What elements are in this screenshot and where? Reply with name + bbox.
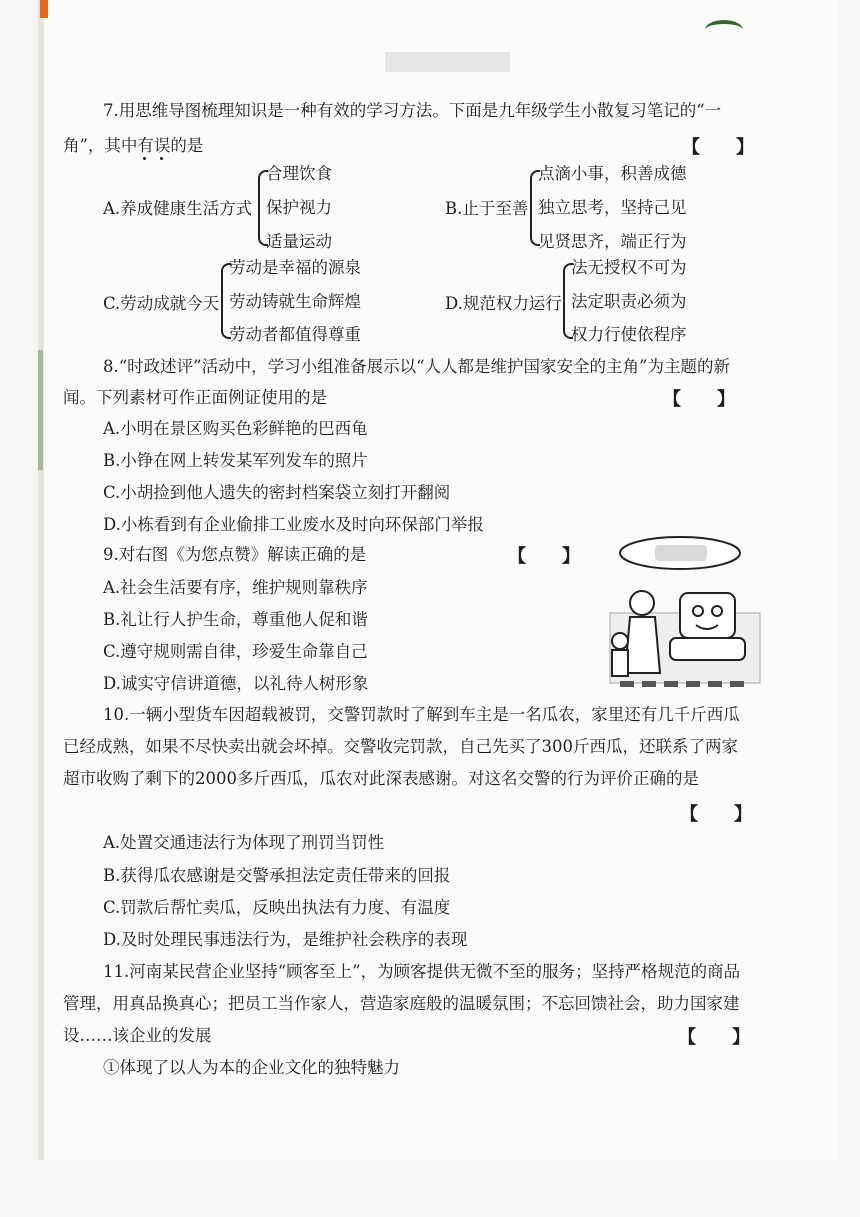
q7-option-c-head: C.劳动成就今天: [103, 294, 220, 313]
q8-stem-line-2: 闻。下列素材可作正面例证使用的是: [63, 388, 327, 407]
q11-stem-line-1: 11.河南某民营企业坚持“顾客至上”，为顾客提供无微不至的服务；坚持严格规范的商品: [103, 962, 741, 981]
q7-c-item: 劳动者都值得尊重: [229, 325, 361, 344]
emphasis-dot: [143, 157, 146, 160]
q11-item-1: ①体现了以人为本的企业文化的独特魅力: [103, 1058, 400, 1077]
faded-header-band: [385, 52, 510, 72]
woman-body: [625, 617, 660, 673]
emphasis-dot: [160, 157, 163, 160]
q7-stem-line-1: 7.用思维导图梳理知识是一种有效的学习方法。下面是九年级学生小散复习笔记的“一: [103, 101, 722, 120]
leaf-decoration: [705, 20, 743, 40]
q8-option: D.小栋看到有企业偷排工业废水及时向环保部门举报: [103, 515, 484, 534]
q8-option: A.小明在景区购买色彩鲜艳的巴西龟: [103, 419, 368, 438]
car-bumper: [670, 638, 745, 660]
q9-option: D.诚实守信讲道德，以礼待人树形象: [103, 674, 369, 693]
q7-a-item: 合理饮食: [266, 164, 332, 183]
q8-stem-line-1: 8.“时政述评”活动中，学习小组准备展示以“人人都是维护国家安全的主角”为主题的新: [103, 357, 730, 376]
q7-option-a-head: A.养成健康生活方式: [103, 199, 253, 218]
q9-answer-bracket: 【 】: [508, 546, 580, 567]
q7-d-item: 权力行使依程序: [571, 325, 687, 344]
page-edge-tint: [38, 350, 43, 470]
q7-answer-bracket: 【 】: [682, 137, 754, 158]
q9-option: C.遵守规则需自律，珍爱生命靠自己: [103, 642, 368, 661]
q10-option: A.处置交通违法行为体现了刑罚当罚性: [103, 833, 385, 852]
q8-answer-bracket: 【 】: [663, 389, 735, 410]
bubble-caption-box: [655, 545, 707, 561]
q10-option: D.及时处理民事违法行为，是维护社会秩序的表现: [103, 930, 468, 949]
q11-stem-line-3: 设……该企业的发展: [63, 1026, 212, 1045]
woman-head: [630, 591, 654, 615]
q9-option: A.社会生活要有序，维护规则靠秩序: [103, 578, 368, 597]
q7-b-item: 独立思考，坚持己见: [538, 198, 687, 217]
child-head: [612, 633, 628, 649]
q10-answer-bracket: 【 】: [680, 804, 752, 825]
q7-stem-line-2: 角”，其中有误的是: [63, 136, 204, 155]
book-spine-shadow: [38, 0, 44, 1160]
q7-c-item: 劳动是幸福的源泉: [229, 258, 361, 277]
q10-option: C.罚款后帮忙卖瓜，反映出执法有力度、有温度: [103, 898, 451, 917]
q9-stem: 9.对右图《为您点赞》解读正确的是: [103, 545, 367, 564]
q10-option: B.获得瓜农感谢是交警承担法定责任带来的回报: [103, 866, 451, 885]
q7-b-item: 点滴小事，积善成德: [538, 164, 687, 183]
q7-d-item: 法定职责必须为: [571, 292, 687, 311]
page-edge-marker: [40, 0, 48, 18]
q7-option-b-head: B.止于至善: [445, 199, 529, 218]
q7-c-item: 劳动铸就生命辉煌: [229, 292, 361, 311]
q7-a-item: 适量运动: [266, 232, 332, 251]
q7-option-d-head: D.规范权力运行: [445, 294, 562, 313]
car-body: [680, 593, 735, 638]
q11-answer-bracket: 【 】: [678, 1027, 750, 1048]
q10-stem-line-2: 已经成熟，如果不尽快卖出就会坏掉。交警收完罚款，自己先买了300斤西瓜，还联系了两家: [63, 737, 738, 756]
q7-a-item: 保护视力: [266, 198, 332, 217]
q7-d-item: 法无授权不可为: [571, 258, 687, 277]
q8-option: C.小胡捡到他人遗失的密封档案袋立刻打开翻阅: [103, 483, 451, 502]
q11-stem-line-2: 管理，用真品换真心；把员工当作家人，营造家庭般的温暖氛围；不忘回馈社会，助力国家建: [63, 994, 740, 1013]
traffic-cartoon-illustration: [600, 533, 770, 693]
q7-b-item: 见贤思齐，端正行为: [538, 232, 687, 251]
q10-stem-line-3: 超市收购了剩下的2000多斤西瓜，瓜农对此深表感谢。对这名交警的行为评价正确的是: [63, 769, 699, 788]
q8-option: B.小铮在网上转发某军列发车的照片: [103, 451, 368, 470]
q9-option: B.礼让行人护生命，尊重他人促和谐: [103, 610, 368, 629]
child-body: [612, 650, 628, 676]
q10-stem-line-1: 10.一辆小型货车因超载被罚，交警罚款时了解到车主是一名瓜农，家里还有几千斤西瓜: [103, 705, 740, 724]
